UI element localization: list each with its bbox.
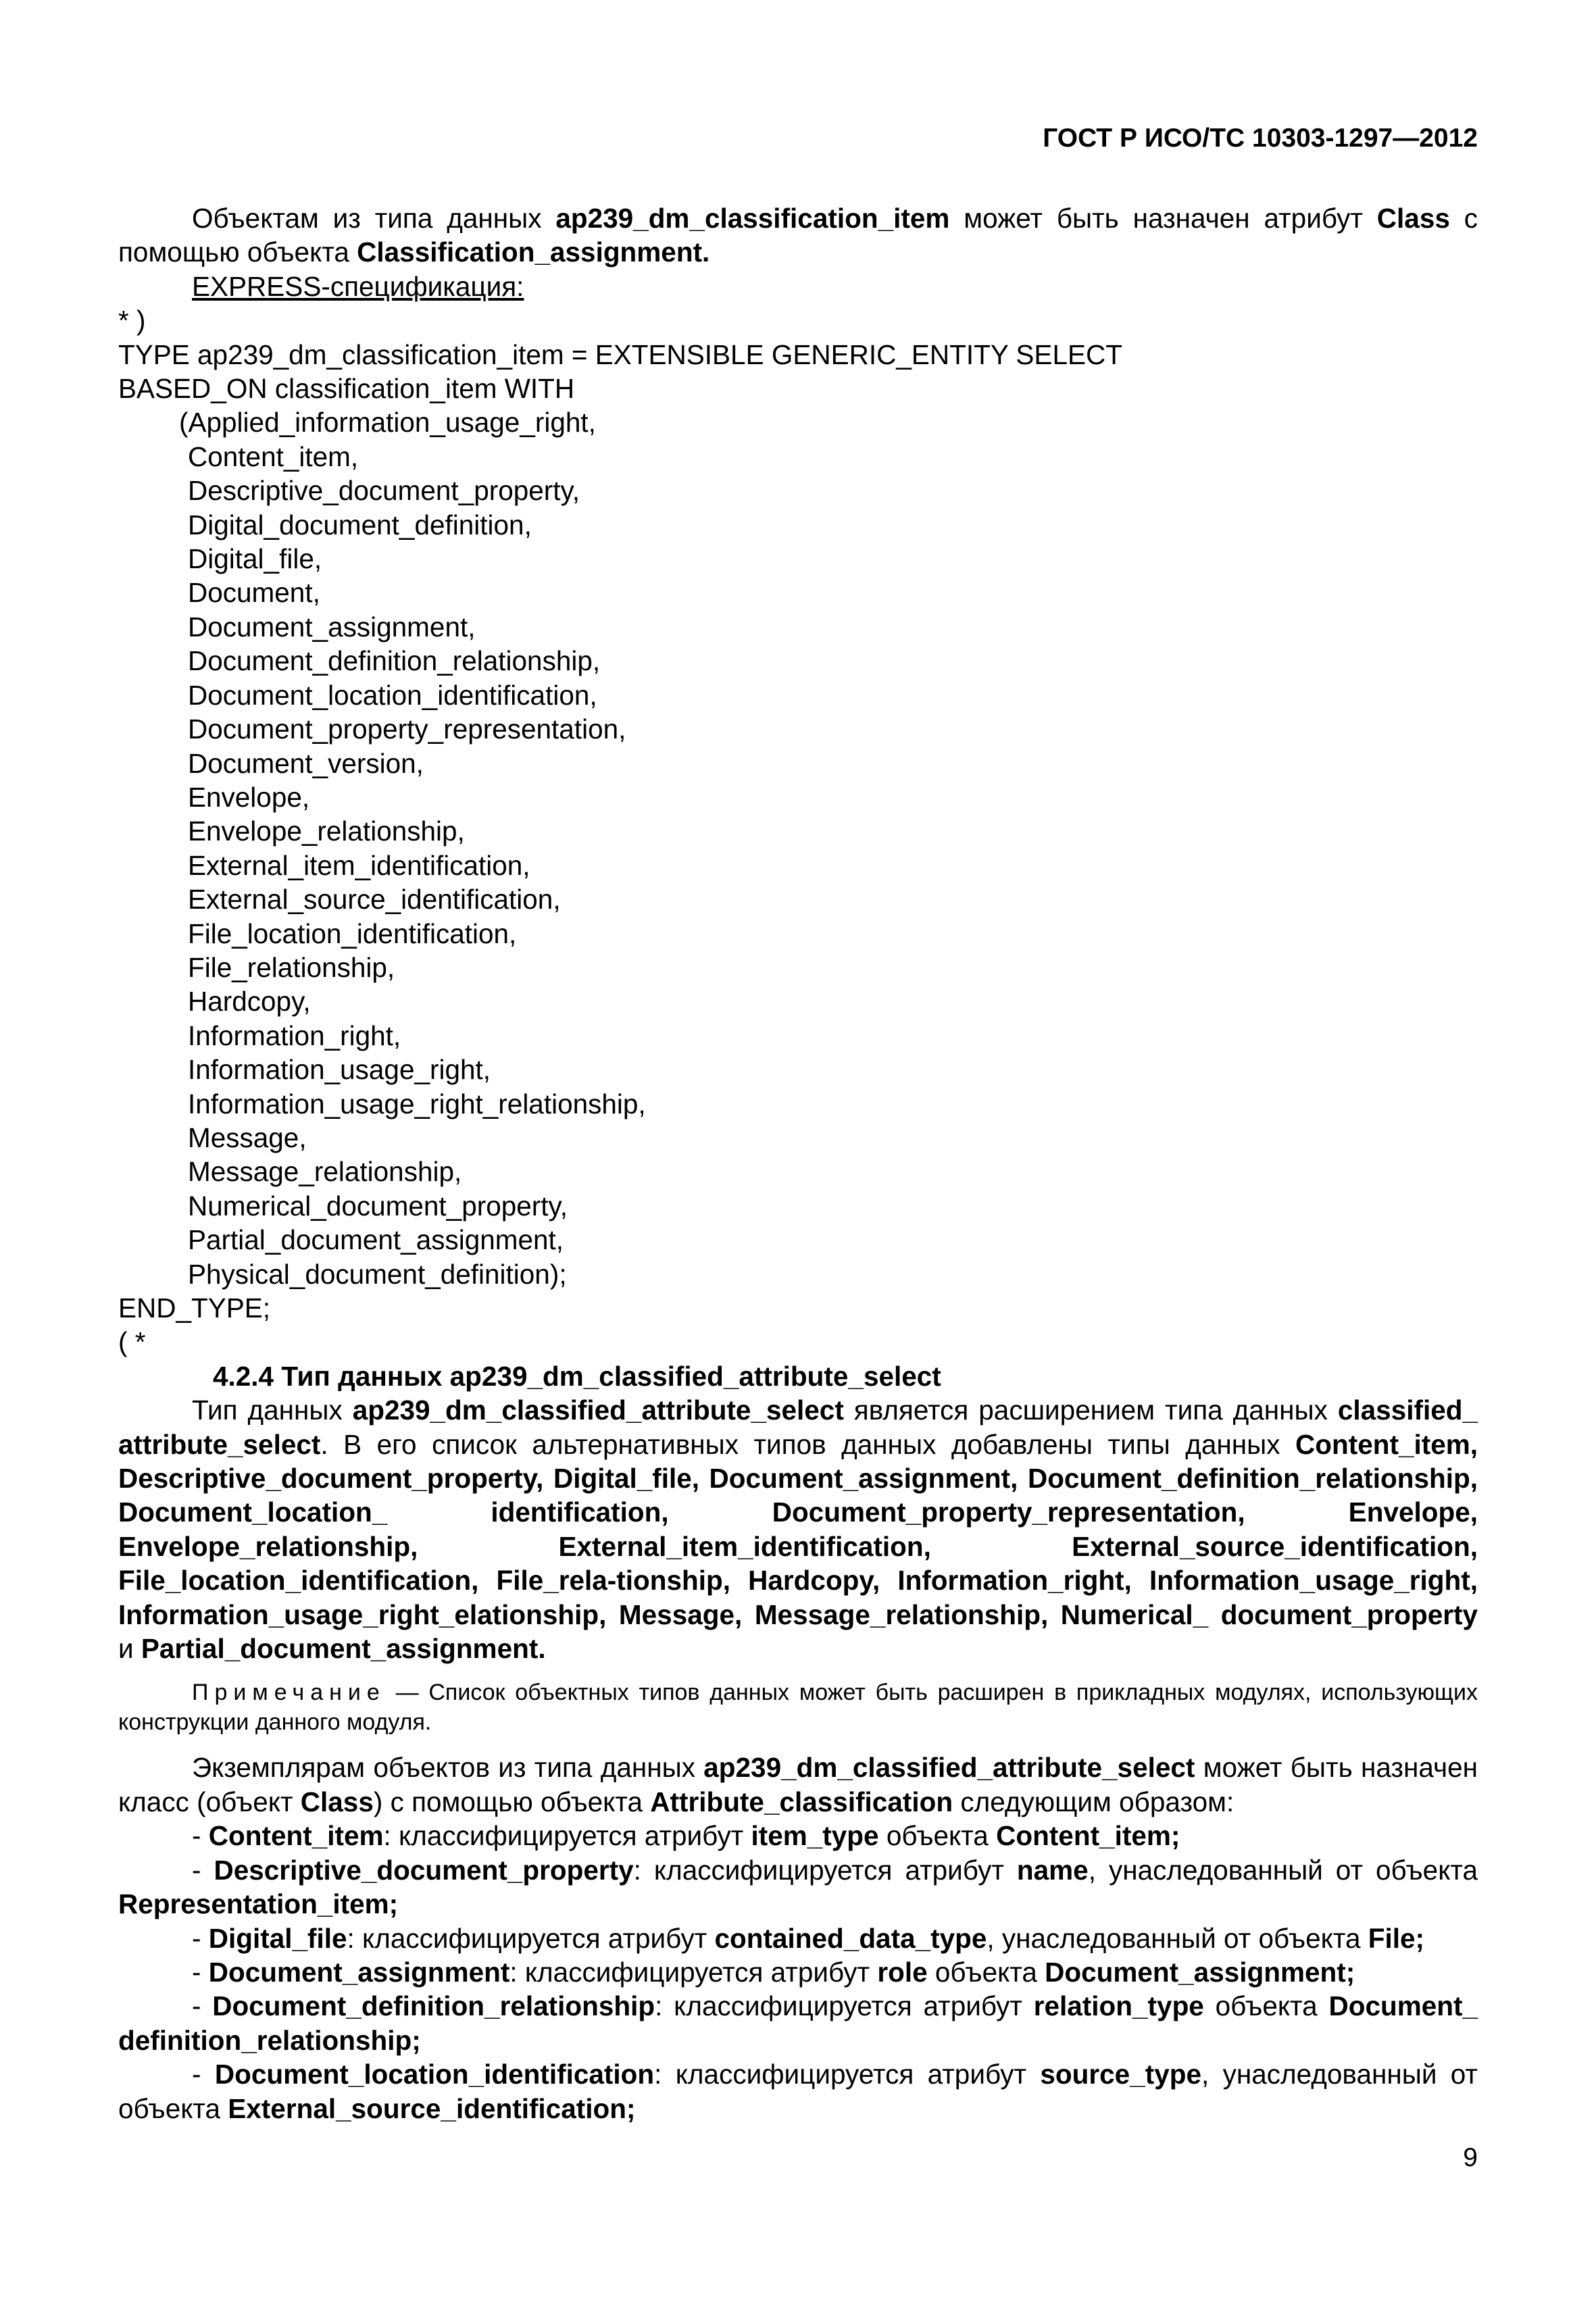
express-label (118, 270, 1478, 303)
section-paragraph (118, 1393, 1478, 1665)
code-item: Message, (188, 1122, 307, 1153)
code-item: Digital_document_definition, (188, 509, 532, 540)
code-item: Content_item, (188, 441, 359, 472)
code-item: Document_assignment, (188, 611, 476, 643)
code-item: External_source_identification, (188, 884, 561, 915)
code-item: Hardcopy, (188, 986, 311, 1017)
term: ap239_dm_classification_item (555, 203, 950, 234)
term: File; (1368, 1922, 1424, 1954)
code-item: Physical_document_definition); (188, 1258, 567, 1290)
code-item: (Applied_information_usage_right, (179, 407, 596, 438)
text-run: объекта (878, 1820, 997, 1852)
text-run: может быть назначен атрибут (949, 203, 1377, 234)
term: source_type (1040, 2059, 1202, 2090)
code-line: TYPE ap239_dm_classification_item = EXTENSIBLE GENERIC_ENTITY SELECT (118, 338, 1122, 370)
term: contained_data_type (714, 1922, 987, 1954)
code-item: Document_location_identification, (188, 679, 597, 711)
code-item: Document_definition_relationship, (188, 645, 601, 677)
list-dash: - (192, 2059, 215, 2090)
list-item (118, 1819, 1478, 1853)
text-run: ) с помощью объекта (373, 1786, 651, 1817)
list-item (118, 1853, 1478, 1921)
term: item_type (751, 1820, 879, 1852)
document-body (118, 201, 1478, 2126)
code-item: Envelope_relationship, (188, 815, 465, 847)
code-item: Document, (188, 577, 320, 609)
note-label: Примечание (192, 1680, 386, 1706)
text-run: , унаследованный от объекта (118, 2059, 1478, 2124)
term: Document_ definition_relationship; (118, 1990, 1478, 2056)
code-item: External_item_identification, (188, 849, 530, 881)
text-run: : классифицируется атрибут (383, 1820, 751, 1852)
code-item: Message_relationship, (188, 1156, 462, 1188)
code-line: BASED_ON classification_item WITH (118, 373, 575, 405)
list-dash: - (192, 1854, 214, 1886)
term: Class (300, 1786, 374, 1817)
classification-paragraph (118, 1751, 1478, 1819)
code-item: Envelope, (188, 781, 310, 813)
code-item: Digital_file, (188, 543, 322, 575)
term: Document_assignment; (1045, 1956, 1355, 1988)
page-number: 9 (1463, 2143, 1478, 2172)
code-item: Information_right, (188, 1020, 401, 1051)
list-item (118, 1989, 1478, 2057)
text-run: с помощью объекта (118, 203, 1478, 268)
term: Attribute_classification (650, 1786, 953, 1817)
list-item (118, 2057, 1478, 2126)
code-comment-close: ( * (118, 1326, 146, 1358)
document-header: ГОСТ Р ИСО/ТС 10303-1297—2012 (1043, 124, 1478, 153)
text-run: объекта (1203, 1990, 1329, 2022)
text-run: : классифицируется атрибут (509, 1956, 878, 1988)
list-dash: - (192, 1922, 209, 1954)
code-item: Partial_document_assignment, (188, 1224, 564, 1256)
code-line: END_TYPE; (118, 1292, 271, 1324)
text-run: является расширением типа данных (843, 1394, 1338, 1426)
intro-paragraph (118, 201, 1478, 270)
term: role (877, 1956, 928, 1988)
list-dash: - (192, 1990, 213, 2022)
code-comment-open: * ) (118, 305, 146, 336)
express-label-text: EXPRESS-спецификация: (192, 270, 524, 302)
term: Document_assignment (208, 1956, 510, 1988)
text-run: объекта (927, 1956, 1045, 1988)
text-run: : классифицируется атрибут (347, 1922, 715, 1954)
list-dash: - (192, 1956, 209, 1988)
text-run: может быть назначен класс (объект (118, 1752, 1478, 1817)
term: classified_ attribute_select (118, 1394, 1478, 1460)
text-run: и (118, 1633, 141, 1665)
note-text: — Список объектных типов данных может быть расширен в прикладных модулях, использующих конструкции данного модуля. (118, 1680, 1478, 1736)
term: Classification_assignment. (357, 236, 710, 268)
code-item: Information_usage_right_relationship, (188, 1088, 646, 1120)
term: Document_definition_relationship (212, 1990, 655, 2022)
term: External_source_identification; (228, 2092, 636, 2124)
code-item: Information_usage_right, (188, 1054, 491, 1086)
code-item: Document_version, (188, 747, 424, 779)
text-run: , унаследованный от объекта (1088, 1854, 1478, 1886)
term: Digital_file (208, 1922, 347, 1954)
term: Descriptive_document_property (214, 1854, 634, 1886)
text-run: следующим образом: (953, 1786, 1235, 1817)
code-item: File_location_identification, (188, 917, 517, 949)
code-item: Descriptive_document_property, (188, 475, 580, 507)
term: Content_item; (996, 1820, 1180, 1852)
term: Document_location_identification (214, 2059, 655, 2090)
list-item (118, 1921, 1478, 1955)
term: ap239_dm_classified_attribute_select (703, 1752, 1195, 1784)
text-run: Объектам из типа данных (192, 203, 556, 234)
code-item: Document_property_representation, (188, 713, 626, 745)
text-run: . В его список альтернативных типов данных добавлены типы данных (320, 1428, 1295, 1460)
term: Partial_document_assignment. (141, 1633, 546, 1665)
term: Class (1376, 203, 1450, 234)
text-run: : классифицируется атрибут (633, 1854, 1017, 1886)
code-item: Numerical_document_property, (188, 1190, 568, 1222)
text-run: , унаследованный от объекта (987, 1922, 1368, 1954)
text-run: : классифицируется атрибут (654, 2059, 1041, 2090)
list-item (118, 1955, 1478, 1989)
list-dash: - (192, 1820, 209, 1852)
note-paragraph (118, 1678, 1478, 1737)
text-run: Экземплярам объектов из типа данных (192, 1752, 704, 1784)
term: Content_item (208, 1820, 384, 1852)
term: name (1016, 1854, 1089, 1886)
text-run: Тип данных (192, 1394, 353, 1426)
term: relation_type (1033, 1990, 1204, 2022)
term: Representation_item; (118, 1888, 399, 1920)
term-list: Content_item, Descriptive_document_property, Digital_file, Document_assignment, Document_definition_relationship, Document_location_ identification, Document_property_representation, Envelope, Envelope_relationship, External_item_identification, External_source_identification, File_location_identification, File_rela-tionship, Hardcopy, Information_right, Information_usage_right, Information_usage_right_elationship, Message, Message_relationship, Numerical_ document_property (118, 1428, 1478, 1630)
code-item: File_relationship, (188, 951, 395, 983)
term: ap239_dm_classified_attribute_select (352, 1394, 844, 1426)
text-run: : классифицируется атрибут (655, 1990, 1034, 2022)
section-heading: 4.2.4 Тип данных ap239_dm_classified_attribute_select (213, 1360, 941, 1392)
